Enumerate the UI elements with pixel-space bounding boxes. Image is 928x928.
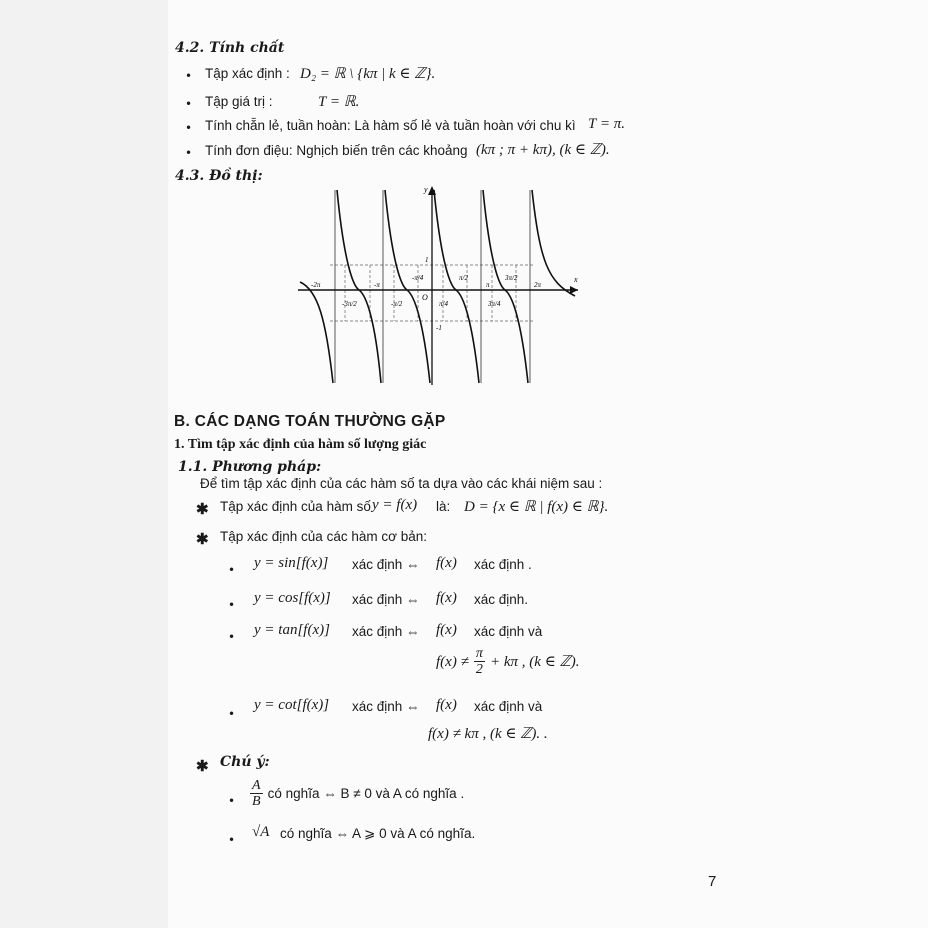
monotonic-math: (kπ ; π + kπ), (k ∈ ℤ). <box>476 142 610 158</box>
range-label: Tập giá trị : <box>205 94 273 109</box>
axis-y-label: y <box>424 185 428 194</box>
section-title-4-3: 4.3. Đồ thị: <box>175 168 263 184</box>
page-number: 7 <box>708 873 717 890</box>
a-over-b-fraction <box>250 778 263 809</box>
domain-def-text: Tập xác định của hàm số <box>220 499 371 514</box>
label-minus-3pi-2: -3π/2 <box>342 300 357 308</box>
fraction-numerator: A <box>252 778 261 793</box>
label-minus-pi: -π <box>374 281 380 289</box>
domain-def-mid: là: <box>436 499 451 514</box>
note-title: Chú ý: <box>220 754 270 770</box>
origin-label: O <box>422 293 428 302</box>
cos-rule-text2: xác định. <box>474 592 529 607</box>
sin-rule-text: xác định ⇔ <box>352 557 420 572</box>
bullet-icon: • <box>228 833 236 847</box>
bullet-icon: • <box>228 598 236 612</box>
tan-rule-text: xác định ⇔ <box>352 624 420 639</box>
section-heading-b: B. CÁC DẠNG TOÁN THƯỜNG GẶP <box>174 413 446 430</box>
domain-def-math1: y = f(x) <box>372 497 418 513</box>
bullet-icon: • <box>228 630 236 644</box>
bullet-icon: • <box>185 69 193 83</box>
note2-text: có nghĩa ⇔ A ⩾ 0 và A có nghĩa. <box>280 826 476 841</box>
tan-condition-post: + kπ , (k ∈ ℤ). <box>490 654 580 670</box>
domain-def-math2: D = {x ∈ ℝ | f(x) ∈ ℝ}. <box>464 499 609 515</box>
tan-rule-text2: xác định và <box>474 624 543 639</box>
label-pi-4: π/4 <box>439 300 448 308</box>
cos-rule-text: xác định ⇔ <box>352 592 420 607</box>
cot-rule-text: xác định ⇔ <box>352 699 420 714</box>
tan-condition <box>436 646 579 677</box>
bullet-icon: • <box>185 97 193 111</box>
x-axis-arrow-icon <box>570 286 578 294</box>
parity-math: T = π. <box>588 116 625 132</box>
section-title-4-2: 4.2. Tính chất <box>175 40 285 56</box>
star-bullet-icon: ✱ <box>196 530 209 548</box>
tick-one-label: 1 <box>425 256 429 264</box>
sin-rule-math2: f(x) <box>436 555 457 571</box>
star-bullet-icon: ✱ <box>196 757 209 775</box>
domain-math: D₂ = ℝ \ {kπ | k ∈ ℤ}. <box>300 66 436 82</box>
cot-rule-math2: f(x) <box>436 697 457 713</box>
label-pi: π <box>486 281 490 289</box>
sin-rule-text2: xác định . <box>474 557 532 572</box>
basic-functions-text: Tập xác định của các hàm cơ bản: <box>220 529 427 544</box>
fraction-denominator: B <box>252 794 261 809</box>
label-minus-pi-4: -π/4 <box>412 274 424 282</box>
note2-math: √A <box>252 824 270 840</box>
pi-over-2-fraction <box>474 646 485 677</box>
parity-label: Tính chẵn lẻ, tuần hoàn: Là hàm số lẻ và tuần hoàn với chu kì <box>205 118 576 133</box>
cot-rule-math: y = cot[f(x)] <box>254 697 330 713</box>
domain-label: Tập xác định : <box>205 66 290 81</box>
fraction-denominator: 2 <box>475 662 483 677</box>
tan-rule-math2: f(x) <box>436 622 457 638</box>
axis-x-label: x <box>574 275 578 284</box>
intro-text: Để tìm tập xác định của các hàm số ta dựa vào các khái niệm sau : <box>200 476 603 491</box>
sin-rule-math: y = sin[f(x)] <box>254 555 329 571</box>
label-pi-2: π/2 <box>459 274 468 282</box>
tan-rule-math: y = tan[f(x)] <box>254 622 330 638</box>
bullet-icon: • <box>228 707 236 721</box>
subheading-1: 1. Tìm tập xác định của hàm số lượng giác <box>174 437 427 452</box>
tick-minus-one-label: -1 <box>436 324 442 332</box>
monotonic-label: Tính đơn điệu: Nghịch biến trên các khoảng <box>205 143 468 158</box>
label-3pi-2: 3π/2 <box>505 274 518 282</box>
note1 <box>250 778 464 809</box>
star-bullet-icon: ✱ <box>196 500 209 518</box>
label-minus-2pi: -2π <box>311 281 321 289</box>
fraction-numerator: π <box>475 646 483 661</box>
label-minus-pi-2: -π/2 <box>391 300 403 308</box>
subheading-1-1: 1.1. Phương pháp: <box>178 459 322 475</box>
bullet-icon: • <box>228 563 236 577</box>
cot-graph <box>298 182 588 387</box>
page-spine-shadow <box>0 0 168 928</box>
bullet-icon: • <box>185 121 193 135</box>
bullet-icon: • <box>228 794 236 808</box>
tan-condition-pre: f(x) ≠ <box>436 654 469 670</box>
label-3pi-4: 3π/4 <box>488 300 501 308</box>
cos-rule-math: y = cos[f(x)] <box>254 590 331 606</box>
bullet-icon: • <box>185 146 193 160</box>
cot-condition: f(x) ≠ kπ , (k ∈ ℤ). . <box>428 726 548 742</box>
range-math: T = ℝ. <box>318 94 360 110</box>
note1-text: có nghĩa ⇔ B ≠ 0 và A có nghĩa . <box>267 786 465 801</box>
cot-rule-text2: xác định và <box>474 699 543 714</box>
label-2pi: 2π <box>534 281 542 289</box>
cos-rule-math2: f(x) <box>436 590 457 606</box>
